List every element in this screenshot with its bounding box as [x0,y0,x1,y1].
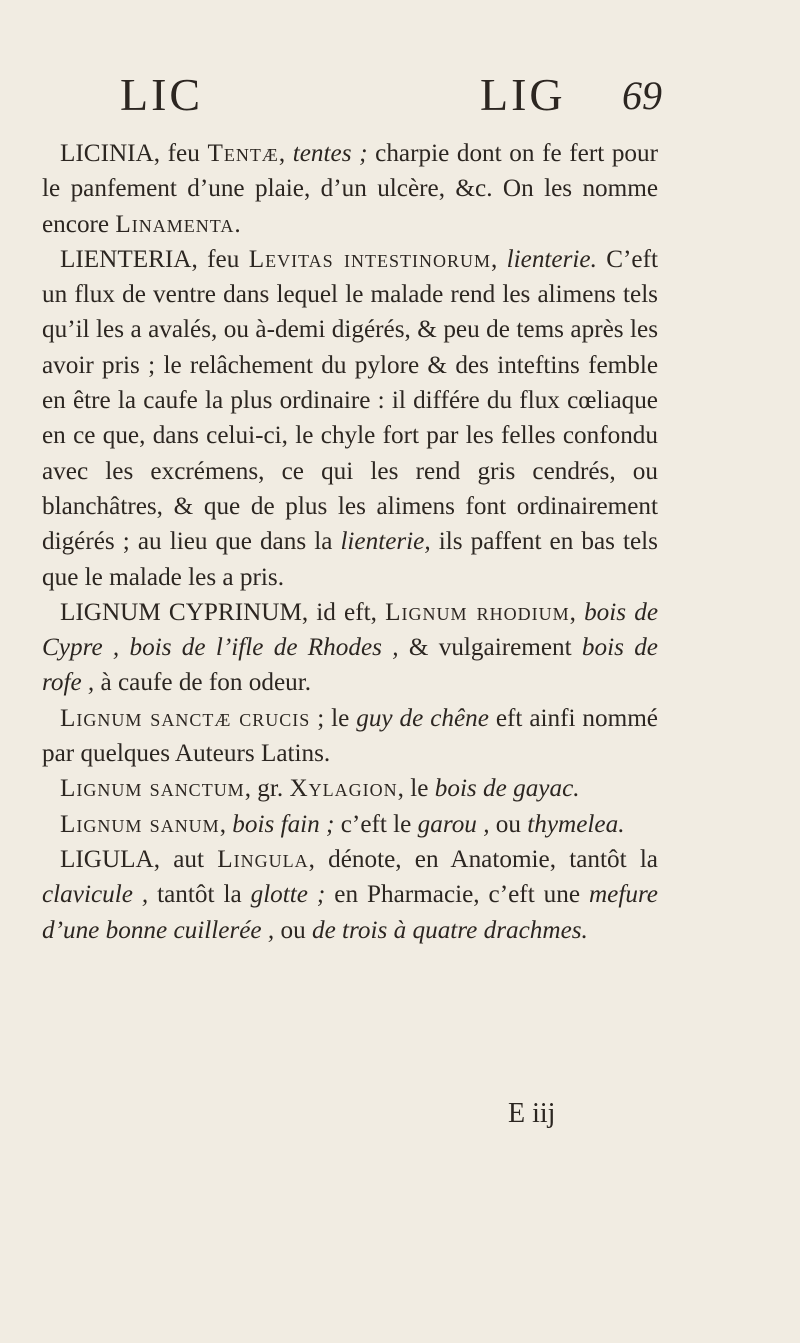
entry-italic: clavicule , [42,881,149,909]
entry-smallcaps: Lignum sanctum [60,775,245,803]
entry-italic: thymelea. [527,810,625,838]
entry-italic: glotte ; [250,881,326,909]
running-header [120,68,660,124]
entry-text: , aut [153,845,218,873]
entry-smallcaps: Xylagion [289,775,398,803]
entry-italic: garou , [417,810,490,838]
entry-italic: bois de rofe , [42,634,658,697]
entry-text: , [278,140,293,167]
entry-italic: guy de chêne [356,704,489,732]
entry-headword: LIENTERIA [60,245,192,273]
entry-smallcaps: Lignum rhodium [385,598,570,626]
entry-italic: de trois à quatre drachmes. [311,916,588,944]
entry-text: , [490,245,507,273]
entry-smallcaps: Linamenta. [115,210,242,238]
entry-headword: LIGULA [60,845,154,873]
entry-italic: tentes ; [292,140,368,167]
entry-smallcaps: Tentæ [207,140,279,167]
entry-italic: mefure d’une bonne cuillerée , [42,881,658,944]
entry-text: ou [489,810,528,838]
entry-italic: lienterie. [506,245,597,273]
signature-mark: E iij [508,1098,556,1129]
entry-text: , [219,810,233,838]
entry-headword: LIGNUM CYPRINUM [60,598,302,626]
entry-text: , gr. [244,775,290,803]
entry-text: à caufe de fon odeur. [94,669,312,697]
header-right-guide-word: LIG [480,69,566,120]
entry-text: , [569,598,585,626]
entry-text: , dénote, en Anatomie, tantôt la [308,845,658,873]
entry-italic: bois fain ; [232,810,335,838]
entry-text: ils paffent en bas tels que le malade les a pris. [42,528,658,591]
entry-italic: bois de gayac. [434,775,580,803]
entry-lignum-sanum [42,807,658,842]
entry-headword: LICINIA [60,140,154,167]
entry-text: tantôt la [148,881,251,909]
entry-text: C’eft un flux de ventre dans lequel le malade rend les alimens tels qu’il les a avalés, ou à-demi digérés, & peu de tems après les avoir pris ; le relâchement du pylore & des inteftins femble en être la caufe la plus ordinaire : il différe du flux cœliaque en ce que, dans celui-ci, le chyle fort par les felles confondu avec les excrémens, ce qui les rend gris cendrés, ou blanchâtres, & que de plus les alimens font ordinairement digérés ; au lieu que dans la [42,245,658,556]
entry-smallcaps: Lignum sanctæ crucis [60,704,311,732]
header-left-guide-word: LIC [120,69,204,120]
entry-italic: lienterie, [340,528,431,556]
entry-lignum-sanctae-crucis [42,701,658,772]
entry-lignum-cyprinum [42,595,658,701]
entry-text: , id eft, [301,598,386,626]
entry-smallcaps: Levitas intestinorum [248,245,491,273]
entry-italic: bois de Cypre , bois de l’ifle de Rhodes , [42,598,658,662]
entry-smallcaps: Lingula [217,845,309,873]
entry-text: eft ainfi nommé par quelques Auteurs Latins. [42,704,658,768]
dictionary-text [42,136,658,948]
entry-text: ou [274,916,312,944]
entry-text: , feu [191,245,249,273]
entry-text: ; le [310,704,357,732]
entry-text: en Pharmacie, c’eft une [325,881,589,909]
entry-smallcaps: Lignum sanum [60,810,220,838]
entry-lienteria [42,242,658,595]
entry-text: charpie dont on fe fert pour le panfement d’une plaie, d’un ulcère, &c. On les nomme encore [42,140,658,238]
entry-licinia [42,136,658,242]
entry-ligula [42,842,658,948]
entry-text: c’eft le [334,810,418,838]
entry-text: , le [397,775,435,803]
page-number: 69 [622,73,662,118]
entry-text: , feu [153,140,208,167]
entry-text: & vulgairement [398,634,582,662]
entry-lignum-sanctum [42,771,658,806]
